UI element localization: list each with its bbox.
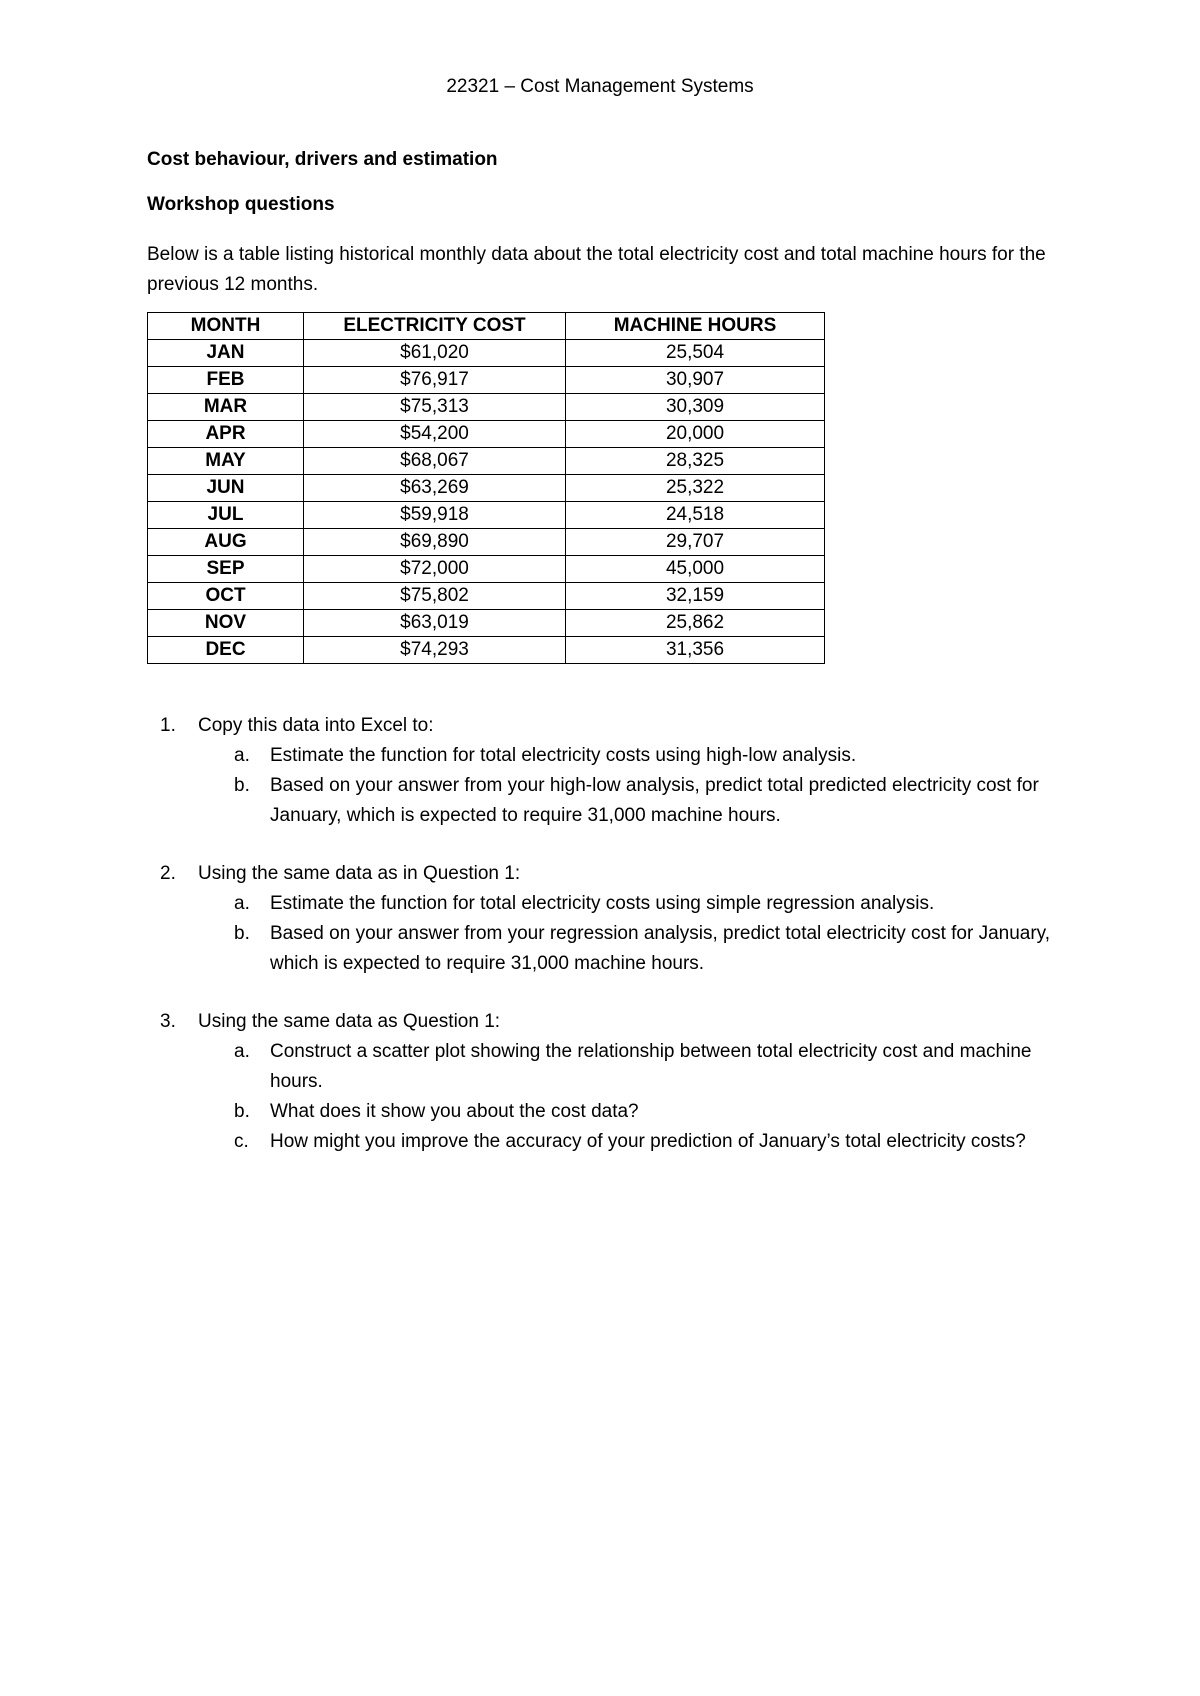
electricity-cost-cell: $63,269 <box>304 475 566 502</box>
sub-question-text: Based on your answer from your high-low analysis, predict total predicted electricity cost for January, which is expected to require 31,000 machine hours. <box>270 775 1039 826</box>
sub-question-letter: b. <box>234 923 250 944</box>
month-cell: SEP <box>148 556 304 583</box>
machine-hours-cell: 29,707 <box>566 529 825 556</box>
sub-question-letter: a. <box>234 745 250 766</box>
question-number: 2. <box>160 863 176 884</box>
data-table <box>147 312 825 664</box>
electricity-cost-cell: $74,293 <box>304 637 566 664</box>
machine-hours-cell: 32,159 <box>566 583 825 610</box>
table-row <box>148 556 825 583</box>
question-item <box>160 1007 1060 1157</box>
electricity-cost-cell: $63,019 <box>304 610 566 637</box>
column-header-electricity-cost: ELECTRICITY COST <box>304 313 566 340</box>
table-row <box>148 421 825 448</box>
intro-paragraph: Below is a table listing historical monthly data about the total electricity cost and total machine hours for the previous 12 months. <box>147 244 1046 295</box>
sub-question-letter: b. <box>234 1101 250 1122</box>
sub-question-text: Estimate the function for total electricity costs using high-low analysis. <box>270 745 857 766</box>
table-row <box>148 394 825 421</box>
table-row <box>148 340 825 367</box>
machine-hours-cell: 25,862 <box>566 610 825 637</box>
sub-question <box>234 741 1060 771</box>
month-cell: NOV <box>148 610 304 637</box>
sub-question <box>234 1037 1060 1097</box>
machine-hours-cell: 25,504 <box>566 340 825 367</box>
column-header-machine-hours: MACHINE HOURS <box>566 313 825 340</box>
electricity-cost-cell: $76,917 <box>304 367 566 394</box>
question-item <box>160 711 1060 831</box>
column-header-month: MONTH <box>148 313 304 340</box>
month-cell: JUN <box>148 475 304 502</box>
machine-hours-cell: 25,322 <box>566 475 825 502</box>
month-cell: MAR <box>148 394 304 421</box>
machine-hours-cell: 31,356 <box>566 637 825 664</box>
month-cell: JAN <box>148 340 304 367</box>
question-number: 1. <box>160 715 176 736</box>
electricity-cost-cell: $72,000 <box>304 556 566 583</box>
month-cell: JUL <box>148 502 304 529</box>
sub-question-letter: a. <box>234 893 250 914</box>
sub-question <box>234 771 1060 831</box>
question-text: Copy this data into Excel to: <box>198 715 434 736</box>
question-item <box>160 859 1060 979</box>
sub-question-letter: a. <box>234 1041 250 1062</box>
sub-question <box>234 1097 1060 1127</box>
machine-hours-cell: 45,000 <box>566 556 825 583</box>
month-cell: DEC <box>148 637 304 664</box>
table-row <box>148 448 825 475</box>
question-text: Using the same data as in Question 1: <box>198 863 521 884</box>
sub-question-text: Construct a scatter plot showing the relationship between total electricity cost and machine hours. <box>270 1041 1032 1092</box>
machine-hours-cell: 20,000 <box>566 421 825 448</box>
sub-question-text: Estimate the function for total electricity costs using simple regression analysis. <box>270 893 935 914</box>
electricity-cost-cell: $59,918 <box>304 502 566 529</box>
month-cell: OCT <box>148 583 304 610</box>
table-row <box>148 610 825 637</box>
sub-question <box>234 1127 1060 1157</box>
month-cell: MAY <box>148 448 304 475</box>
document-title: Cost behaviour, drivers and estimation <box>147 149 498 170</box>
sub-question-text: Based on your answer from your regression analysis, predict total electricity cost for January, which is expected to require 31,000 machine hours. <box>270 923 1051 974</box>
table-row <box>148 529 825 556</box>
table-row <box>148 502 825 529</box>
electricity-cost-cell: $69,890 <box>304 529 566 556</box>
electricity-cost-cell: $68,067 <box>304 448 566 475</box>
electricity-cost-cell: $54,200 <box>304 421 566 448</box>
sub-question-text: How might you improve the accuracy of your prediction of January’s total electricity costs? <box>270 1131 1026 1152</box>
question-text: Using the same data as Question 1: <box>198 1011 501 1032</box>
electricity-cost-cell: $61,020 <box>304 340 566 367</box>
sub-question-text: What does it show you about the cost data? <box>270 1101 639 1122</box>
table-row <box>148 637 825 664</box>
sub-question <box>234 889 1060 919</box>
section-heading: Workshop questions <box>147 194 335 215</box>
month-cell: FEB <box>148 367 304 394</box>
machine-hours-cell: 30,907 <box>566 367 825 394</box>
sub-question-letter: b. <box>234 775 250 796</box>
sub-question-letter: c. <box>234 1131 249 1152</box>
sub-question <box>234 919 1060 979</box>
machine-hours-cell: 24,518 <box>566 502 825 529</box>
table-row <box>148 475 825 502</box>
table-row <box>148 367 825 394</box>
electricity-cost-cell: $75,313 <box>304 394 566 421</box>
electricity-cost-cell: $75,802 <box>304 583 566 610</box>
table-row <box>148 583 825 610</box>
month-cell: AUG <box>148 529 304 556</box>
question-number: 3. <box>160 1011 176 1032</box>
page-header: 22321 – Cost Management Systems <box>446 76 754 97</box>
month-cell: APR <box>148 421 304 448</box>
machine-hours-cell: 28,325 <box>566 448 825 475</box>
question-list <box>160 711 1060 1185</box>
machine-hours-cell: 30,309 <box>566 394 825 421</box>
table-header-row <box>148 313 825 340</box>
